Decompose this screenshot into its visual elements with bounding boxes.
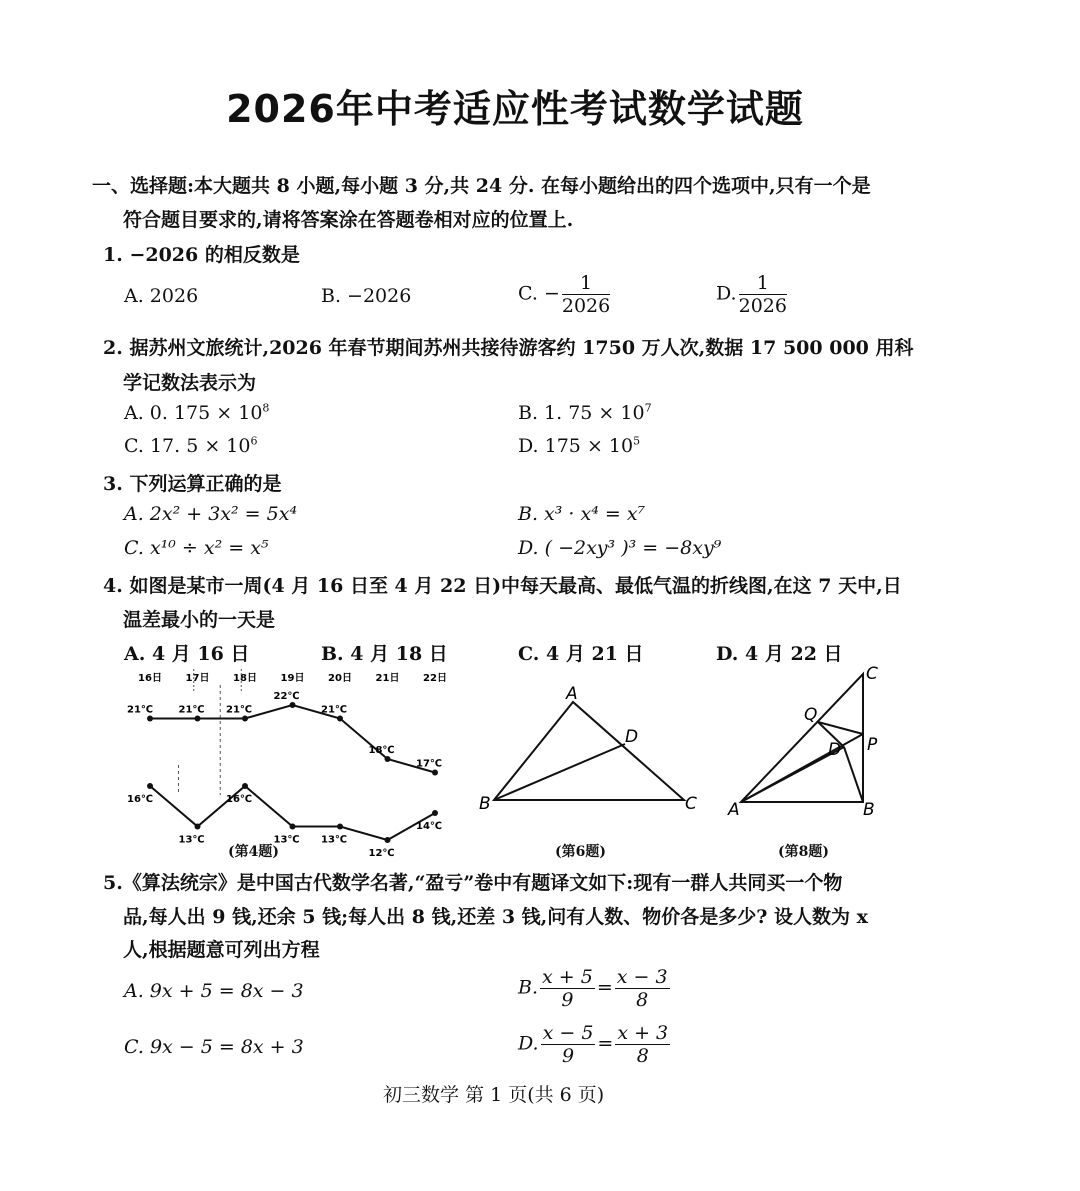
q1-option-d-fraction: [739, 272, 787, 317]
q5-option-b: [518, 966, 672, 1011]
fraction-denominator: 8: [636, 1045, 649, 1067]
fraction-numerator: x + 5: [542, 966, 593, 988]
section-heading-line1: 一、选择题:本大题共 8 小题,每小题 3 分,共 24 分. 在每小题给出的四个选项中,只有一个是: [92, 175, 871, 197]
chart-point: [242, 783, 248, 789]
q2-option-d: [518, 435, 640, 457]
fig8-label-b: B: [863, 800, 875, 820]
fraction-denominator: 9: [561, 1045, 575, 1067]
chart-point: [432, 810, 438, 816]
chart-data-label: 17℃: [415, 758, 443, 770]
q3-option-a: A. 2x² + 3x² = 5x⁴: [124, 503, 298, 525]
q5-option-d-fraction-right: [615, 1022, 670, 1067]
chart-point: [337, 716, 343, 722]
equals-sign: =: [596, 976, 613, 999]
chart-data-label: 13℃: [178, 834, 205, 846]
chart-day-label: 16日: [138, 673, 162, 684]
chart-point: [290, 702, 296, 708]
chart-data-label: 14℃: [415, 821, 443, 832]
chart-day-label: 17日: [185, 673, 210, 684]
fig6-triangle-abc: [494, 702, 684, 800]
q5-option-d-prefix: D.: [518, 1032, 539, 1055]
chart-data-label: 16℃: [225, 794, 253, 805]
q1-option-d-prefix: D.: [716, 282, 737, 305]
q2-option-d-exp: 5: [633, 434, 641, 448]
chart-data-label: 21℃: [225, 704, 253, 716]
q3-stem: 3. 下列运算正确的是: [103, 473, 282, 495]
q1-option-c: [518, 272, 612, 317]
fraction-numerator: x − 3: [616, 966, 668, 988]
q5-stem-line2: 品,每人出 9 钱,还余 5 钱;每人出 8 钱,还差 3 钱,问有人数、物价各是多少? 设人数为 x: [123, 906, 868, 928]
chart-data-label: 16℃: [126, 794, 154, 805]
q2-option-b-base: B. 1. 75 × 10: [518, 402, 645, 424]
q1-stem: 1. −2026 的相反数是: [103, 244, 300, 266]
chart-point: [290, 824, 296, 830]
q5-stem-line1: 5.《算法统宗》是中国古代数学名著,“盈亏”卷中有题译文如下:现有一群人共同买一个物: [103, 872, 843, 894]
fig8-segment-db: [844, 747, 863, 802]
caption-fig8: (第8题): [778, 844, 829, 860]
q5-option-d-fraction-left: [541, 1022, 596, 1067]
chart-point: [385, 837, 391, 843]
q3-option-b: B. x³ · x⁴ = x⁷: [518, 503, 646, 525]
q5-option-a: A. 9x + 5 = 8x − 3: [124, 980, 304, 1002]
q2-option-c: [124, 435, 257, 457]
q1-option-c-fraction: [562, 272, 610, 317]
figure-6-triangle: [470, 670, 710, 830]
q1-option-b: B. −2026: [321, 285, 412, 307]
chart-data-label: 13℃: [320, 834, 348, 846]
q3-option-c: C. x¹⁰ ÷ x² = x⁵: [124, 537, 269, 559]
chart-point: [195, 716, 201, 722]
fig8-label-d: D: [828, 740, 842, 760]
section-heading-line2: 符合题目要求的,请将答案涂在答题卷相对应的位置上.: [123, 209, 574, 231]
chart-day-label: 18日: [233, 673, 257, 684]
q1-option-d: [716, 272, 789, 317]
fraction-denominator: 8: [636, 989, 649, 1011]
fig6-label-d: D: [625, 727, 639, 747]
chart-point: [147, 716, 153, 722]
fig6-segment-bd: [494, 744, 625, 800]
q5-option-b-prefix: B.: [518, 976, 539, 999]
chart-data-label: 12℃: [368, 848, 395, 859]
q2-option-b-exp: 7: [644, 401, 652, 415]
q1-option-a: A. 2026: [124, 285, 199, 307]
fig8-label-q: Q: [804, 705, 818, 725]
chart-day-label: 21日: [375, 673, 400, 684]
q4-stem-line2: 温差最小的一天是: [123, 609, 276, 631]
chart-data-label: 18℃: [368, 745, 395, 756]
q2-option-c-base: C. 17. 5 × 10: [124, 435, 251, 457]
fig8-label-a: A: [728, 800, 740, 820]
q2-option-a: [124, 402, 269, 424]
q4-option-a: A. 4 月 16 日: [124, 643, 250, 665]
q5-stem-line3: 人,根据题意可列出方程: [123, 939, 320, 961]
chart-point: [432, 770, 438, 776]
fig8-triangle-abc: [741, 674, 863, 802]
q2-stem-line1: 2. 据苏州文旅统计,2026 年春节期间苏州共接待游客约 1750 万人次,数据 17 500 000 用科: [103, 337, 914, 359]
q2-option-a-base: A. 0. 175 × 10: [124, 402, 263, 424]
fraction-denominator: 9: [561, 989, 574, 1011]
q4-stem-line1: 4. 如图是某市一周(4 月 16 日至 4 月 22 日)中每天最高、最低气温的折线图,在这 7 天中,日: [103, 575, 902, 597]
q2-option-d-base: D. 175 × 10: [518, 435, 634, 457]
chart-data-label: 13℃: [273, 834, 300, 846]
chart-point: [195, 824, 201, 830]
q5-option-c: C. 9x − 5 = 8x + 3: [124, 1036, 304, 1058]
fraction-numerator: x − 5: [542, 1022, 594, 1044]
chart-day-label: 19日: [280, 673, 305, 684]
fraction-denominator: 2026: [561, 295, 611, 317]
low-temp-line: [150, 786, 435, 840]
chart-data-label: 21℃: [178, 704, 205, 716]
fig8-label-p: P: [867, 735, 878, 755]
chart-data-label: 21℃: [126, 704, 154, 716]
chart-data-label: 22℃: [273, 691, 300, 702]
fraction-numerator: 1: [562, 272, 610, 295]
page-footer: 初三数学 第 1 页(共 6 页): [383, 1084, 605, 1106]
fig6-label-c: C: [685, 794, 697, 814]
fig6-label-a: A: [566, 684, 578, 704]
q4-option-b: B. 4 月 18 日: [321, 643, 448, 665]
chart-data-label: 21℃: [320, 704, 348, 716]
q2-option-b: [518, 402, 652, 424]
fraction-denominator: 2026: [738, 295, 787, 317]
q2-stem-line2: 学记数法表示为: [123, 372, 257, 394]
figure-8-triangle: [720, 662, 890, 832]
q3-option-d: D. ( −2xy³ )³ = −8xy⁹: [518, 537, 722, 559]
q2-option-c-exp: 6: [250, 434, 258, 448]
fraction-numerator: x + 3: [617, 1022, 669, 1044]
chart-day-label: 22日: [423, 673, 447, 684]
q5-option-b-fraction-right: [615, 966, 670, 1011]
chart-point: [242, 716, 248, 722]
q4-option-c: C. 4 月 21 日: [518, 643, 644, 665]
equals-sign: =: [597, 1032, 614, 1055]
fig6-label-b: B: [479, 794, 491, 814]
q2-option-a-exp: 8: [262, 401, 270, 415]
chart-point: [337, 824, 343, 830]
chart-day-label: 20日: [328, 673, 352, 684]
caption-fig4: (第4题): [228, 844, 279, 860]
q1-option-c-prefix: C. −: [518, 282, 560, 305]
fig8-label-c: C: [866, 664, 878, 684]
q5-option-b-fraction-left: [540, 966, 595, 1011]
q4-option-d: D. 4 月 22 日: [716, 643, 843, 665]
fraction-numerator: 1: [739, 272, 787, 295]
caption-fig6: (第6题): [555, 844, 606, 860]
chart-point: [385, 756, 391, 762]
page-title: 2026年中考适应性考试数学试题: [226, 87, 804, 131]
q5-option-d: [518, 1022, 672, 1067]
chart-point: [147, 783, 153, 789]
